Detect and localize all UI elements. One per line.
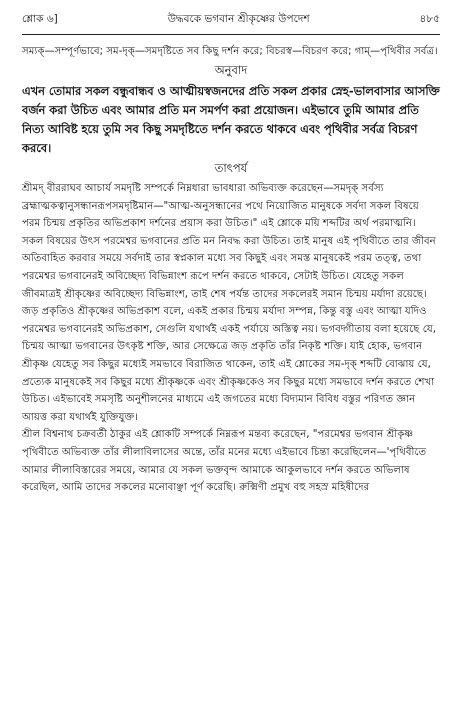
running-title: উদ্ধবকে ভগবান শ্রীকৃষ্ণের উপদেশ [167, 13, 310, 25]
book-page [22, 12, 440, 497]
purport-paragraph-2: শ্রীল বিশ্বনাথ চক্রবর্তী ঠাকুর এই শ্লোকটি সম্পর্কে নিম্নরূপ মন্তব্য করেছেন, "পরমেশ্বর ভগবান শ্রীকৃষ্ণ পৃথিবীতে অভিব্যক্ত তাঁর লীলাবিলাসের অন্তে, তাঁর মনের মধ্যে এইভাবে চিন্তা করেছিলেন—'পৃথিবীতে আমার লীলাবিস্তারের সময়ে, আমার যে সকল ভক্তবৃন্দ আমাকে আকুলভাবে দর্শন করতে অভিলাষ করেছিল, আমি তাদের সকলের মনোবাঞ্ছা পূর্ণ করেছি। রুক্মিণী প্রমুখ বহু সহস্র মহিষীদের [22, 429, 427, 494]
purport-paragraph-1: শ্রীমদ্ বীররাঘব আচার্য সমদৃষ্টি সম্পর্কে নিম্নধারা ভাবধারা অভিব্যক্ত করেছেন—সমদৃক্ সর্বস্য ব্রহ্মাত্মকত্বানুসন্ধানরূপসমদৃষ্টিমান—"আত্ম-অনুসন্ধানের পথে নিয়োজিত মানুষকে সর্বদা সকল বিষয়ে পরম চিন্ময় প্রকৃতির অভিপ্রকাশ দর্শনের প্রয়াস করা উচিত।" এই শ্লোকে ময়ি শব্দটির অর্থ পরমাত্মনি। সকল বিষয়ের উৎস পরমেশ্বর ভগবানের প্রতি মন নিবদ্ধ করা উচিত। তাই মানুষ এই পৃথিবীতে তার জীবন অতিবাহিত করবার সময়ে সর্বদাই তার স্বপ্নকাল মধ্যে সব কিছুই এবং সমস্ত মানুষকেই পরম তত্ত্ব, তথা পরমেশ্বর ভগবানেরই অবিচ্ছেদ্য বিভিন্নাংশ রূপে দর্শন করতে থাকবে, সেটাই উচিত। যেহেতু সকল জীবমাত্রই শ্রীকৃষ্ণের অবিচ্ছেদ্য বিভিন্নাংশ, তাই শেষ পর্যন্ত তাদের সকলেরই সমান চিন্ময় মর্যাদা রয়েছে। জড় প্রকৃতিও শ্রীকৃষ্ণের অভিপ্রকাশ বলে, একই প্রকার চিন্ময় মর্যাদা সম্পন্ন, কিন্তু বস্তু এবং আত্মা যদিও পরমেশ্বর ভগবানেরই অভিপ্রকাশ, সেগুলি যথার্থই একই পর্যায়ে অস্তিত্ব নয়। ভগবদ্গীতায় বলা হয়েছে যে, চিন্ময় আত্মা ভগবানের উৎকৃষ্ট শক্তি, আর সেক্ষেত্রে জড় প্রকৃতি তাঁর নিকৃষ্ট শক্তি। যাই হোক, ভগবান শ্রীকৃষ্ণ যেহেতু সব কিছুর মধ্যেই সমভাবে বিরাজিত থাকেন, তাই এই শ্লোকের সম-দৃক্ শব্দটি বোঝায় যে, প্রত্যেক মানুষকেই সব কিছুর মধ্যে শ্রীকৃষ্ণকে এবং শ্রীকৃষ্ণকেও সব কিছুর মধ্যে সমভাবে দর্শন করতে শেখা উচিত। এইভাবেই সমসৃষ্টি অনুশীলনের মাধ্যমে এই জগতের মধ্যে বিদ্যমান বিবিধ বস্তুর পরিণত জ্ঞান আয়ত্ত করা যথার্থই যুক্তিযুক্ত। [22, 183, 436, 423]
purport-heading: তাৎপর্য [214, 161, 248, 175]
header-rule [22, 34, 440, 35]
verse-reference: শ্লোক ৬] [22, 13, 58, 25]
synonyms: সম্যক্—সম্পূর্ণভাবে; সম-দৃক্—সমদৃষ্টিতে সব কিছু দর্শন করে; বিচরস্ব—বিচরণ করে; গাম্—পৃথিবীর সর্বত্র। [22, 46, 438, 57]
translation-heading: অনুবাদ [214, 63, 248, 77]
page-header [22, 12, 440, 32]
page-number: ৪৮৫ [419, 13, 440, 25]
translation-text: এখন তোমার সকল বন্ধুবান্ধব ও আত্মীয়স্বজনদের প্রতি সকল প্রকার স্নেহ-ভালবাসার আসক্তি বর্জন করা উচিত এবং আমার প্রতি মন সমর্পণ করা প্রয়োজন। এইভাবে তুমি আমার প্রতি নিত্য আবিষ্ট হয়ে তুমি সব কিছু সমদৃষ্টিতে দর্শন করতে থাকবে এবং পৃথিবীর সর্বত্র বিচরণ করবে। [22, 84, 440, 155]
